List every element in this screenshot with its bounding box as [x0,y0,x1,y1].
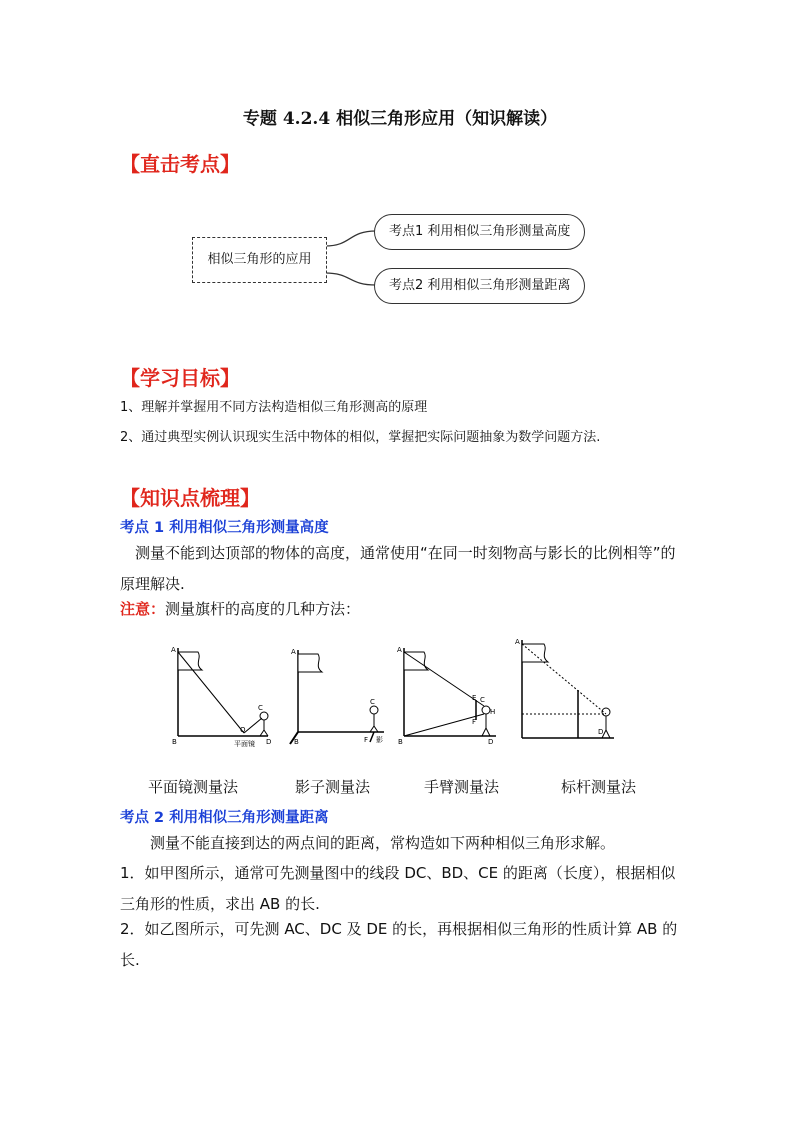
svg-text:D: D [598,728,604,736]
svg-text:D: D [488,738,494,746]
caption-pole-method: 标杆测量法 [561,778,637,796]
svg-text:C: C [370,698,375,706]
goal-item-1: 1、理解并掌握用不同方法构造相似三角形测高的原理 [120,400,428,415]
kp1-paragraph: 测量不能到达顶部的物体的高度，通常使用“在同一时刻物高与影长的比例相等”的原理解决. [120,544,676,593]
figure-pole-method [514,632,624,748]
svg-text:C: C [258,704,263,712]
svg-text:B: B [294,738,299,746]
kp2-intro: 测量不能直接到达的两点间的距离，常构造如下两种相似三角形求解。 [120,834,616,852]
svg-text:A: A [397,646,402,654]
svg-text:A: A [171,646,176,654]
page-title: 专题 4.2.4 相似三角形应用（知识解读） [242,109,558,129]
svg-text:D: D [266,738,272,746]
figure-shadow-method [284,640,394,750]
note-label: 注意： [120,600,166,618]
mirror-label: 平面镜 [234,740,255,748]
kp2-item-1: 1．如甲图所示，通常可先测量图中的线段 DC、BD、CE 的距离（长度），根据相似三角形的性质，求出 AB 的长. [120,864,676,913]
section-heading-zhishi: 【知识点梳理】 [120,486,260,510]
figure-mirror-method [168,640,278,750]
svg-text:A: A [515,638,520,646]
kp1-heading: 考点 1 利用相似三角形测量高度 [120,520,329,536]
svg-text:O: O [240,726,246,734]
section-heading-xuexi: 【学习目标】 [120,366,240,390]
figure-arm-method [396,640,506,750]
svg-text:F: F [364,736,369,744]
mindmap-center-node: 相似三角形的应用 [192,237,327,283]
svg-text:B: B [172,738,177,746]
svg-text:C: C [480,696,485,704]
kp2-heading: 考点 2 利用相似三角形测量距离 [120,810,329,826]
caption-shadow-method: 影子测量法 [295,778,371,796]
caption-arm-method: 手臂测量法 [424,778,500,796]
svg-text:F: F [472,718,477,726]
svg-text:E: E [472,694,477,702]
caption-mirror-method: 平面镜测量法 [148,778,239,796]
shadow-label: 影 [376,736,383,744]
kp1-note [120,598,360,619]
mindmap-node-kp1: 考点1 利用相似三角形测量高度 [374,214,585,250]
kp2-item-2: 2．如乙图所示，可先测 AC、DC 及 DE 的长，再根据相似三角形的性质计算 AB 的长. [120,920,678,969]
svg-text:B: B [398,738,403,746]
svg-text:H: H [490,708,496,716]
mindmap-node-kp2: 考点2 利用相似三角形测量距离 [374,268,585,304]
svg-text:A: A [291,648,296,656]
section-heading-zhiji: 【直击考点】 [120,152,240,176]
note-text: 测量旗杆的高度的几种方法： [165,600,361,618]
goal-item-2: 2、通过典型实例认识现实生活中物体的相似，掌握把实际问题抽象为数学问题方法. [120,430,601,445]
